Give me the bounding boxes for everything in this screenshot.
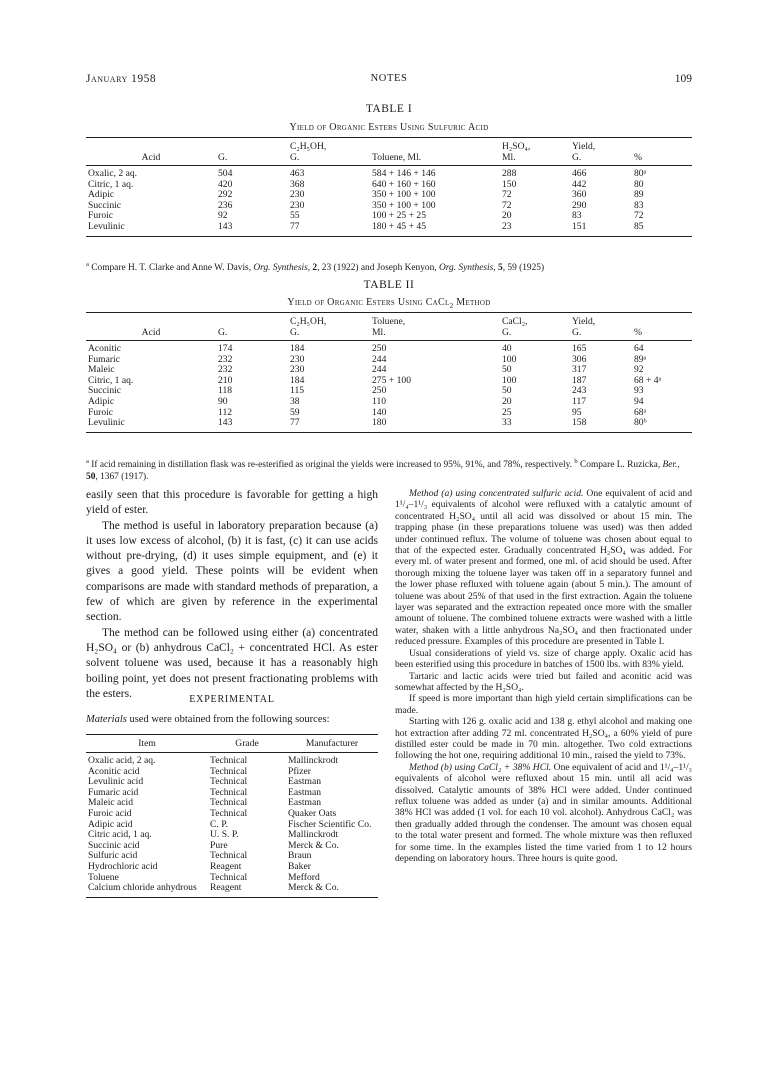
table-cell: 140 [372,406,387,418]
materials-label: Materials [86,714,127,725]
table-cell: Maleic [88,364,115,376]
table-cell: 77 [288,222,370,236]
paragraph-methods: The method can be followed using either (a) concentrated H₂SO₄ or (b) anhydrous CaCl₂ + concentrated HCl. As ester solvent toluene was used, because it has a reasonably high boiling point, yet does not present fractionating problems with the esters. [86,626,378,700]
table-cell: 230 [290,189,305,201]
table1-footnote: $^a$ Compare H. T. Clarke and Anne W. Davis, Org. Synthesis, 2, 23 (1922) and Joseph Kenyon, Org. Synthesis, 5, 59 (1925) [86,260,545,273]
table-cell: 306 [572,353,587,365]
table-cell: 275 + 100 [372,374,411,386]
table-cell: 244 [372,364,387,376]
table-cell: 72 [502,189,512,201]
method-b-text: One equivalent of acid and 1¹/₄–1¹/₃ equivalents of alcohol were refluxed about 15 min. until all acid was dissolved. Catalytic amounts of 38% HCl were added. Under continued reflux toluene was added as under (a) and in similar amounts. Additional 38% HCl was added (1 vol. for each 10 vol. alcohol). Anhydrous CaCl₂ was then gradually added through the condenser. The amount was chosen equal to the total water present and formed. The whole mixture was then refluxed for some time. In the examples listed the time varied from 1 to 12 hours depending on laboratory hours. Three hours is quite good. [395,761,692,864]
table-cell: Fumaric [88,353,120,365]
table1-header-cell [370,138,500,153]
table-cell: 59 [290,406,300,418]
table-cell: U. S. P. [210,829,239,841]
table-row [86,222,692,236]
paragraph-advantages: The method is useful in laboratory preparation because (a) it uses low excess of alcohol, (b) it is fast, (c) it can use acids without pre-drying, (d) it uses simple equipment, and (e) it gives a good yield. These points will be evident when comparisons are made with standard methods of preparation, a few of which are given by reference in the experimental section. [86,519,378,624]
table-cell: Levulinic acid [88,776,144,788]
table-cell: Quaker Oats [288,807,337,819]
materials-table [86,734,378,898]
table1-header-cell [632,138,692,153]
table-cell: 100 [502,353,517,365]
table2-title: TABLE II [363,279,415,291]
table2 [86,312,692,433]
table-cell: 112 [218,406,233,418]
table-cell: 180 [370,418,500,432]
table-row [86,386,692,397]
table-cell: 77 [288,418,370,432]
table-cell: C. P. [210,818,228,830]
materials-header-row [86,735,378,753]
table-cell: 118 [218,385,233,397]
table-cell: Calcium chloride anhydrous [86,883,208,897]
table1-header-cell [216,138,288,153]
table-cell: 584 + 146 + 146 [372,168,436,179]
table-cell: Aconitic acid [88,765,140,777]
table-cell: 292 [218,189,233,201]
table-cell: Oxalic, 2 aq. [88,168,138,179]
table-cell: 83 [634,199,644,211]
table2-column-header: Ml. [370,327,500,341]
table-cell: 180 + 45 + 45 [370,222,500,236]
table-cell: 230 [290,199,305,211]
table1-column-header: G. [570,152,632,166]
table-cell: 290 [572,199,587,211]
table-cell: Technical [210,786,248,798]
table1 [86,137,692,237]
table-cell: 68ᵃ [634,406,647,418]
table-cell: Eastman [288,776,322,788]
table-cell: Aconitic [88,343,122,354]
method-b-lead: Method (b) using CaCl₂ + 38% HCl. [409,761,552,773]
table-cell: 64 [634,343,644,354]
table-cell: 236 [218,199,233,211]
table-cell: 174 [218,343,233,354]
table-cell: 187 [572,374,587,386]
table-cell: 150 [502,178,517,190]
table-cell: 85 [632,222,692,236]
table-cell: Citric, 1 aq. [88,178,134,190]
table1-column-header: % [632,152,692,166]
table-cell: Mallinckrodt [288,829,339,841]
table-cell: 72 [502,199,512,211]
table1-caption: Yield of Organic Esters Using Sulfuric Acid [289,122,489,133]
table-cell: 288 [502,168,517,179]
table-cell: Fischer Scientific Co. [288,818,372,830]
table-cell: 230 [290,353,305,365]
table-cell: 89 [634,189,644,201]
table2-header-cell [632,313,692,328]
table-cell: 50 [502,364,512,376]
table-cell: 466 [572,168,587,179]
table-cell: Levulinic [86,222,216,236]
table-row [86,355,692,366]
table-row [86,883,378,897]
table-cell: 115 [290,385,305,397]
table-row [86,753,378,767]
table1-header-row-2 [86,152,692,166]
table-cell: Citric acid, 1 aq. [88,829,152,841]
method-b-paragraph [395,762,692,865]
table-cell: 158 [570,418,632,432]
table-row [86,397,692,408]
materials-body [86,753,378,898]
table-cell: 38 [290,395,300,407]
table-cell: 184 [290,374,305,386]
table2-body [86,341,692,433]
table2-header-cell: Toluene, [370,313,500,328]
table-cell: 244 [372,353,387,365]
table-cell: Citric, 1 aq. [88,374,134,386]
table-cell: 80 [634,178,644,190]
table2-header-cell: Yield, [570,313,632,328]
left-column-text [86,488,378,702]
table1-header-cell: H₂SO₄, [500,138,570,153]
table-cell: Maleic acid [88,797,134,809]
table-cell: 143 [216,222,288,236]
table-cell: 350 + 100 + 100 [372,189,436,201]
table1-header-row-1 [86,138,692,153]
table-row [86,341,692,355]
table2-column-header: G. [500,327,570,341]
table-cell: Furoic [88,210,114,222]
table1-column-header: G. [216,152,288,166]
table-cell: Succinic acid [88,839,140,851]
table1-column-header: Acid [86,152,216,166]
table-cell: 68 + 4ᵃ [634,374,662,386]
table-cell: 640 + 160 + 160 [372,178,436,190]
table1-body [86,166,692,237]
table-cell: 243 [572,385,587,397]
table-cell: Levulinic [86,418,216,432]
table2-header-row-2 [86,327,692,341]
table-cell: 33 [500,418,570,432]
header-section: NOTES [370,73,408,84]
table-cell: 350 + 100 + 100 [372,199,436,211]
table-row [86,809,378,820]
table2-column-header: % [632,327,692,341]
table-cell: 90 [218,395,228,407]
table2-header-row-1 [86,313,692,328]
table-cell: 232 [218,353,233,365]
table-cell: Adipic acid [88,818,133,830]
tartaric-note: Tartaric and lactic acids were tried but failed and aconitic acid was somewhat affected by the H₂SO₄. [395,670,692,693]
table-cell: Succinic [88,385,122,397]
table-cell: Eastman [288,786,322,798]
table-cell: 89ᵃ [634,353,647,365]
table-cell: 83 [572,210,582,222]
table-cell: Merck & Co. [288,839,339,851]
materials-column-header: Grade [208,735,286,753]
table-cell: 25 [502,406,512,418]
table-cell: Sulfuric acid [88,850,138,862]
table-cell: 93 [634,385,644,397]
experimental-heading: EXPERIMENTAL [189,694,275,705]
table-cell: 165 [572,343,587,354]
table-cell: 72 [634,210,644,222]
materials-column-header: Manufacturer [286,735,378,753]
table1-column-header: Ml. [500,152,570,166]
table-cell: 463 [290,168,305,179]
table1-title: TABLE I [365,103,413,115]
table-cell: Toluene [88,871,119,883]
table-cell: Technical [210,755,248,766]
table1-column-header: G. [288,152,370,166]
table2-column-header: G. [570,327,632,341]
table-row [86,376,692,387]
table-cell: Mefford [288,871,320,883]
table-cell: 230 [290,364,305,376]
table2-header-cell: CaCl₂, [500,313,570,328]
table-row [86,408,692,419]
table-row [86,418,692,432]
table-cell: 92 [634,364,644,376]
table-cell: 420 [218,178,233,190]
table-cell: 92 [218,210,228,222]
table-cell: Oxalic acid, 2 aq. [88,755,156,766]
table-cell: Reagent [208,883,286,897]
table-cell: Furoic [88,406,114,418]
table-cell: Mallinckrodt [288,755,339,766]
method-a-lead: Method (a) using concentrated sulfuric acid. [409,488,584,499]
method-a-paragraph [395,488,692,648]
table-cell: 40 [502,343,512,354]
table-cell: Technical [210,871,248,883]
table-cell: 442 [572,178,587,190]
table-cell: 368 [290,178,305,190]
table-cell: 317 [572,364,587,376]
table-cell: 50 [502,385,512,397]
table-cell: Braun [288,850,312,862]
oxalic-example: Starting with 126 g. oxalic acid and 138 g. ethyl alcohol and making one hot extraction after adding 72 ml. concentrated H₂SO₄, a 60% yield of pure distilled ester could be made in 70 min. altogether. Two cold extractions following the hot one, requiring additional 10 min., raised the yield to 73%. [395,716,692,762]
table-cell: 151 [570,222,632,236]
table2-header-cell [86,313,216,328]
table-cell: 250 [372,385,387,397]
table-cell: Technical [210,765,248,777]
table-cell: 80ᵃ [634,168,647,179]
table-cell: 184 [290,343,305,354]
table-cell: 110 [372,395,387,407]
table-cell: Fumaric acid [88,786,139,798]
table-row [86,862,378,873]
table-cell: Succinic [88,199,122,211]
table-cell: 80ᵇ [632,418,692,432]
table2-footnote: $^a$ If acid remaining in distillation flask was re-esterified as original the yields were increased to 95%, 91%, and 78%, respectively. $^b$ Compare L. Ruzicka, Ber., 50, 1367 (1917). [86,457,680,482]
table-cell: 55 [290,210,300,222]
table-cell: Adipic [88,189,115,201]
table2-column-header: G. [216,327,288,341]
table-cell: 23 [500,222,570,236]
table-cell: 95 [572,406,582,418]
table-cell: 94 [634,395,644,407]
table-cell: 504 [218,168,233,179]
table-cell: 210 [218,374,233,386]
table-cell: Technical [210,850,248,862]
table1-header-cell [86,138,216,153]
table-cell: Furoic acid [88,807,132,819]
table-cell: 360 [572,189,587,201]
table1-header-cell: Yield, [570,138,632,153]
table1-header-cell: C₂H₅OH, [288,138,370,153]
yield-considerations: Usual considerations of yield vs. size of charge apply. Oxalic acid has been esterified using this procedure in batches of 1500 lbs. with 83% yield. [395,647,692,671]
header-date: January 1958 [86,73,157,85]
table2-header-cell [216,313,288,328]
table-cell: Hydrochloric acid [88,860,158,872]
table-cell: 143 [216,418,288,432]
table-cell: 100 + 25 + 25 [372,210,426,222]
table-cell: 20 [502,395,512,407]
running-header [86,73,692,89]
table-cell: Adipic [88,395,115,407]
table2-caption: Yield of Organic Esters Using CaCl$_2$ Method [287,297,491,310]
table2-column-header: G. [288,327,370,341]
table-cell: Eastman [288,797,322,809]
table-cell: Pure [210,839,228,851]
table-cell: Technical [210,797,248,809]
table-cell: 100 [502,374,517,386]
table-cell: Technical [210,776,248,788]
materials-intro [86,714,378,725]
right-column-text [395,488,692,864]
table-row [86,166,692,180]
method-a-text: One equivalent of acid and 1¹/₄–1¹/₃ equivalents of alcohol were refluxed with a catalytic amount of concentrated H₂SO₄ until all acid was dissolved or about 15 min. The trapping phase (in these preparations toluene was used) was then added under continued reflux. The volume of toluene was chosen about equal to that of the expected ester. Gradually concentrated H₂SO₄ was added. For every ml. of water present and formed, one ml. of acid should be used. After thorough mixing the toluene layer was taken off in a separatory funnel and the lower phase refluxed with toluene again (about 5 min.). The amount of toluene was about 25% of that used in the first extraction. Again the toluene layer was separated and the extraction repeated once more with the smaller amount of toluene. The combined toluene extracts were washed with a little water, shaken with a little anhydrous Na₂SO₄ and then fractionated under reduced pressure. Examples of this procedure are presented in Table I. [395,488,692,648]
table-cell: 117 [572,395,587,407]
table-cell: 20 [502,210,512,222]
materials-column-header: Item [86,735,208,753]
speed-note: If speed is more important than high yield certain simplifications can be made. [395,693,692,716]
table-cell: Technical [210,807,248,819]
table-cell: Pfizer [288,765,311,777]
materials-text: used were obtained from the following sources: [126,714,330,725]
table-cell: Merck & Co. [286,883,378,897]
table2-column-header: Acid [86,327,216,341]
table-cell: Baker [288,860,311,872]
table-cell: Reagent [210,860,242,872]
table-cell: 232 [218,364,233,376]
table2-header-cell: C₂H₅OH, [288,313,370,328]
table-cell: 250 [372,343,387,354]
paragraph-intro: easily seen that this procedure is favorable for getting a high yield of ester. [86,489,378,517]
page-number: 109 [674,73,692,85]
table1-column-header: Toluene, Ml. [370,152,500,166]
